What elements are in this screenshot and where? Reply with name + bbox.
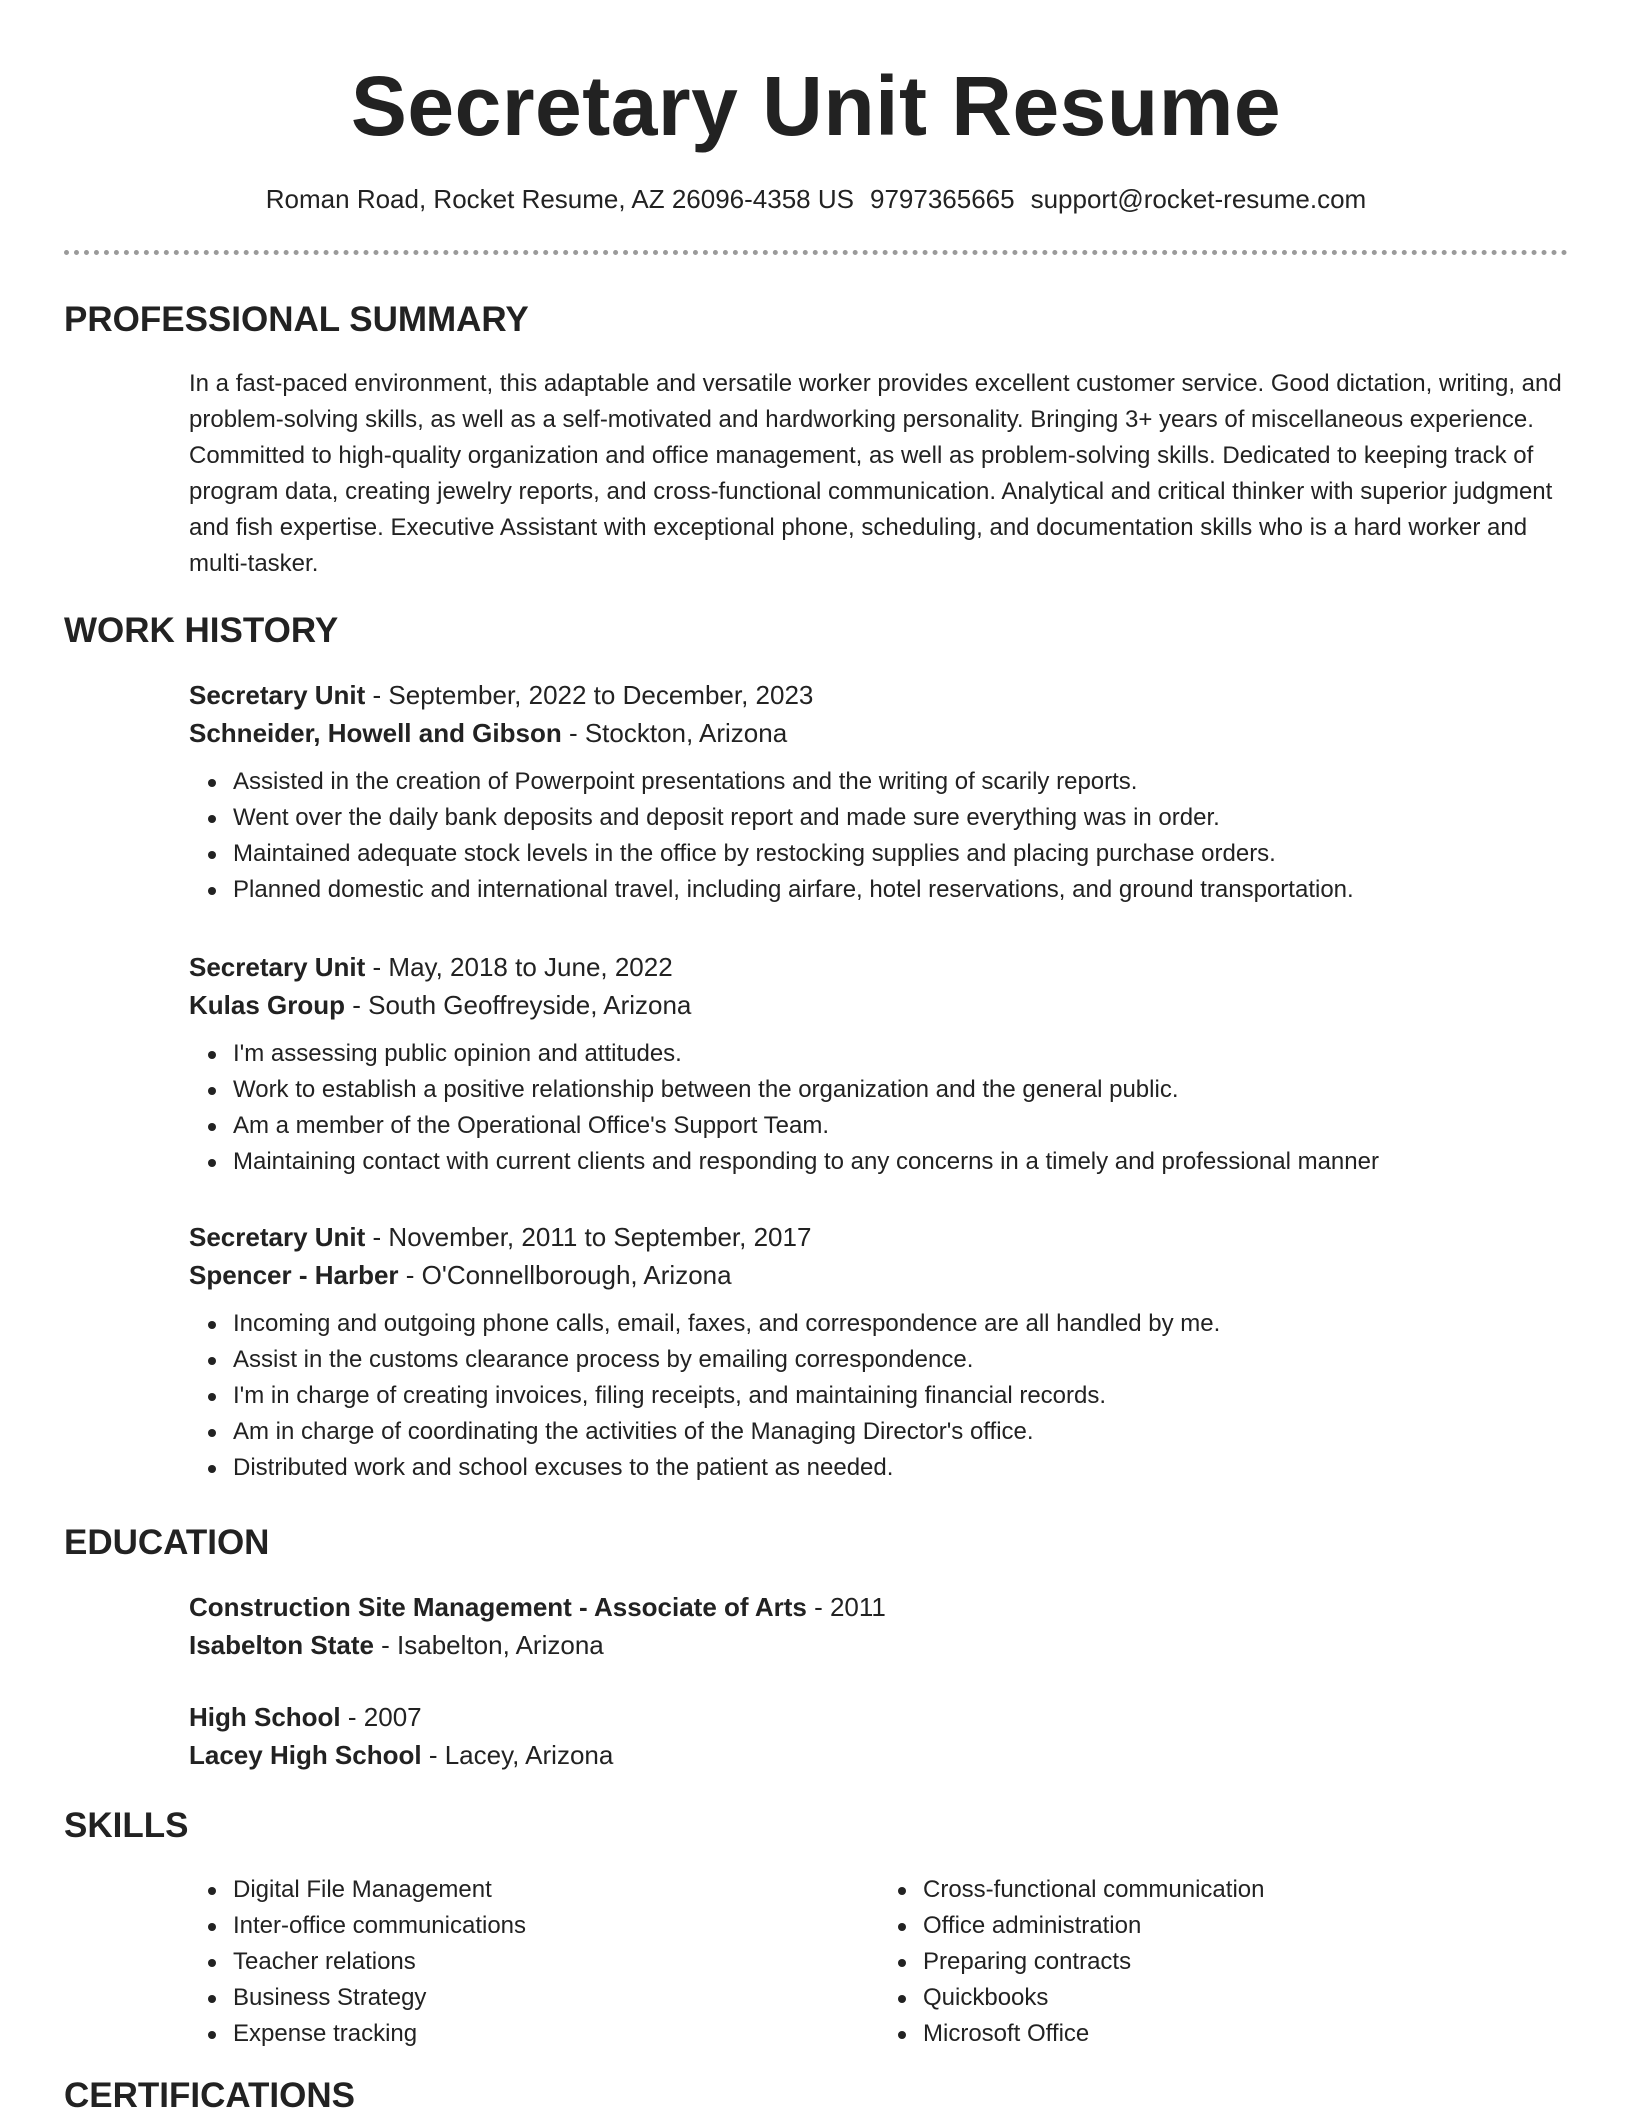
list-item: Digital File Management <box>233 1872 879 1908</box>
list-item: Microsoft Office <box>923 2016 1569 2052</box>
list-item: Business Strategy <box>233 1980 879 2016</box>
list-item: Teacher relations <box>233 1944 879 1980</box>
skills-column-right <box>879 1872 1569 2052</box>
list-item: Quickbooks <box>923 1980 1569 2016</box>
degree-year: - 2007 <box>340 1702 422 1732</box>
job-dates: - May, 2018 to June, 2022 <box>365 952 673 982</box>
list-item: Assisted in the creation of Powerpoint presentations and the writing of scarily reports. <box>233 764 1569 800</box>
list-item: Planned domestic and international travel, including airfare, hotel reservations, and ground transportation. <box>233 872 1569 908</box>
job-company: Schneider, Howell and Gibson <box>189 718 562 748</box>
list-item: Am a member of the Operational Office's Support Team. <box>233 1108 1569 1144</box>
education-entry-2 <box>189 1698 1569 1774</box>
job-location: - South Geoffreyside, Arizona <box>345 990 692 1020</box>
job-company-line <box>189 714 1569 752</box>
contact-address: Roman Road, Rocket Resume, AZ 26096-4358 US <box>265 184 854 214</box>
job-entry-3 <box>189 1218 1569 1486</box>
summary-text: In a fast-paced environment, this adaptable and versatile worker provides excellent customer service. Good dictation, writing, and problem-solving skills, as well as a self-motivated and hardworking personality. Bringing 3+ years of miscellaneous experience. Committed to high-quality organization and office management, as well as problem-solving skills. Dedicated to keeping track of program data, creating jewelry reports, and cross-functional communication. Analytical and critical thinker with superior judgment and fish expertise. Executive Assistant with exceptional phone, scheduling, and documentation skills who is a hard worker and multi-tasker. <box>189 370 1562 577</box>
school-line <box>189 1626 1569 1664</box>
job-title-line <box>189 676 1569 714</box>
header-divider <box>64 250 1568 255</box>
job-location: - O'Connellborough, Arizona <box>398 1260 732 1290</box>
job-title: Secretary Unit <box>189 952 366 982</box>
list-item: Assist in the customs clearance process by emailing correspondence. <box>233 1342 1569 1378</box>
list-item: Incoming and outgoing phone calls, email, faxes, and correspondence are all handled by me. <box>233 1306 1569 1342</box>
job-title: Secretary Unit <box>189 1222 366 1252</box>
school-location: - Isabelton, Arizona <box>373 1630 604 1660</box>
job-dates: - September, 2022 to December, 2023 <box>365 680 814 710</box>
list-item: I'm in charge of creating invoices, filing receipts, and maintaining financial records. <box>233 1378 1569 1414</box>
school-location: - Lacey, Arizona <box>421 1740 614 1770</box>
job-entry-2 <box>189 948 1569 1180</box>
list-item: Expense tracking <box>233 2016 879 2052</box>
job-entry-1 <box>189 676 1569 908</box>
list-item: Maintained adequate stock levels in the office by restocking supplies and placing purchase orders. <box>233 836 1569 872</box>
job-company-line <box>189 986 1569 1024</box>
contact-email[interactable]: support@rocket-resume.com <box>1030 184 1367 214</box>
degree-name: High School <box>189 1702 341 1732</box>
job-location: - Stockton, Arizona <box>561 718 788 748</box>
job-company: Kulas Group <box>189 990 346 1020</box>
education-heading: EDUCATION <box>64 1523 270 1562</box>
job-title: Secretary Unit <box>189 680 366 710</box>
list-item: Inter-office communications <box>233 1908 879 1944</box>
job-duties <box>189 1036 1569 1180</box>
job-duties <box>189 764 1569 908</box>
list-item: Maintaining contact with current clients and responding to any concerns in a timely and professional manner <box>233 1144 1569 1180</box>
job-dates: - November, 2011 to September, 2017 <box>365 1222 812 1252</box>
contact-phone: 9797365665 <box>869 184 1015 214</box>
list-item: Am in charge of coordinating the activities of the Managing Director's office. <box>233 1414 1569 1450</box>
list-item: Distributed work and school excuses to the patient as needed. <box>233 1450 1569 1486</box>
list-item: Preparing contracts <box>923 1944 1569 1980</box>
degree-year: - 2011 <box>806 1592 886 1622</box>
certifications-heading: CERTIFICATIONS <box>64 2076 356 2115</box>
list-item: Work to establish a positive relationship between the organization and the general public. <box>233 1072 1569 1108</box>
list-item: Went over the daily bank deposits and deposit report and made sure everything was in order. <box>233 800 1569 836</box>
education-entry-1 <box>189 1588 1569 1664</box>
summary-heading: PROFESSIONAL SUMMARY <box>64 300 529 339</box>
list-item: I'm assessing public opinion and attitudes. <box>233 1036 1569 1072</box>
school-name: Lacey High School <box>189 1740 422 1770</box>
school-line <box>189 1736 1569 1774</box>
school-name: Isabelton State <box>189 1630 374 1660</box>
job-title-line <box>189 948 1569 986</box>
degree-line <box>189 1698 1569 1736</box>
job-duties <box>189 1306 1569 1486</box>
degree-name: Construction Site Management - Associate of Arts <box>189 1592 807 1622</box>
list-item: Cross-functional communication <box>923 1872 1569 1908</box>
job-company-line <box>189 1256 1569 1294</box>
skills-list <box>189 1872 1569 2052</box>
resume-title: Secretary Unit Resume <box>350 59 1282 153</box>
skills-column-left <box>189 1872 879 2052</box>
degree-line <box>189 1588 1569 1626</box>
skills-heading: SKILLS <box>64 1806 189 1845</box>
work-history-heading: WORK HISTORY <box>64 611 339 650</box>
contact-line <box>0 182 1632 216</box>
list-item: Office administration <box>923 1908 1569 1944</box>
job-company: Spencer - Harber <box>189 1260 399 1290</box>
job-title-line <box>189 1218 1569 1256</box>
